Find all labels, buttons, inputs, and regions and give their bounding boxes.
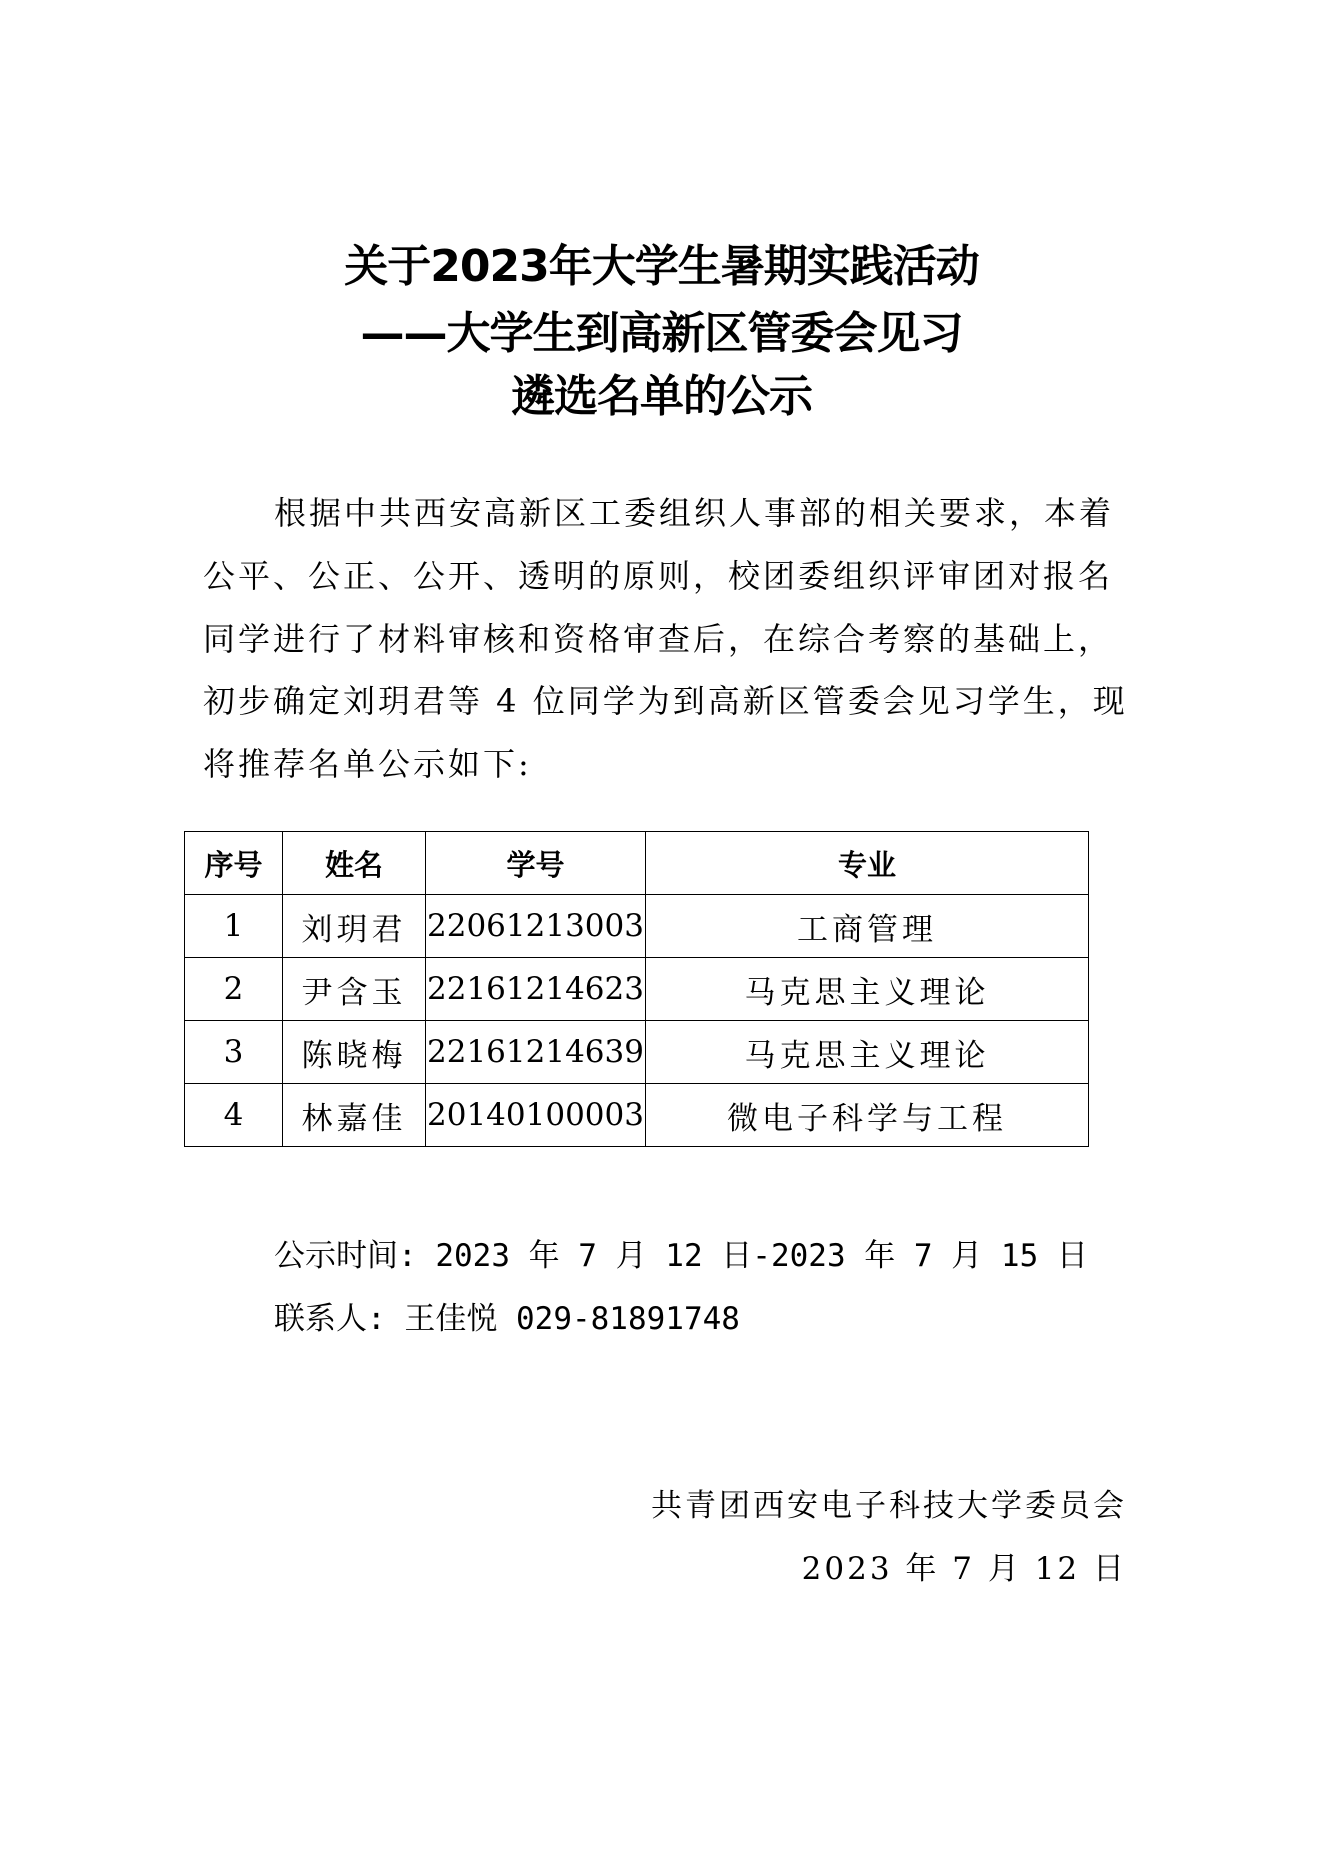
signature-organization: 共青团西安电子科技大学委员会 [651,1488,1127,1524]
student-table [184,831,1089,1147]
header-name: 姓名 [283,832,426,895]
cell-major: 工商管理 [646,895,1089,958]
cell-name: 林嘉佳 [283,1084,426,1147]
cell-name: 陈晓梅 [283,1021,426,1084]
cell-name: 尹含玉 [283,958,426,1021]
table-row [185,895,1089,958]
title-line-2: ——大学生到高新区管委会见习 [360,308,963,359]
cell-index: 3 [185,1021,283,1084]
cell-index: 2 [185,958,283,1021]
title-line-3: 遴选名单的公示 [511,371,812,422]
table-row [185,1084,1089,1147]
header-index: 序号 [185,832,283,895]
cell-index: 1 [185,895,283,958]
cell-index: 4 [185,1084,283,1147]
cell-major: 马克思主义理论 [646,1021,1089,1084]
body-line-1: 根据中共西安高新区工委组织人事部的相关要求，本着 [274,494,1115,532]
cell-student-id: 22161214623 [426,958,646,1021]
body-line-2: 公平、公正、公开、透明的原则，校团委组织评审团对报名 [203,557,1114,595]
cell-student-id: 22061213003 [426,895,646,958]
body-line-3: 同学进行了材料审核和资格审查后，在综合考察的基础上， [203,620,1114,658]
cell-student-id: 20140100003 [426,1084,646,1147]
body-line-5: 将推荐名单公示如下: [203,745,532,783]
table-header-row [185,832,1089,895]
table-row [185,958,1089,1021]
body-line-4: 初步确定刘玥君等 4 位同学为到高新区管委会见习学生，现 [203,682,1128,720]
cell-major: 微电子科学与工程 [646,1084,1089,1147]
contact-person: 联系人: 王佳悦 029-81891748 [274,1301,740,1337]
cell-student-id: 22161214639 [426,1021,646,1084]
cell-major: 马克思主义理论 [646,958,1089,1021]
signature-date: 2023 年 7 月 12 日 [801,1551,1127,1587]
cell-name: 刘玥君 [283,895,426,958]
title-line-1: 关于2023年大学生暑期实践活动 [344,241,979,292]
publicity-period: 公示时间: 2023 年 7 月 12 日-2023 年 7 月 15 日 [274,1238,1088,1274]
table-row [185,1021,1089,1084]
header-major: 专业 [646,832,1089,895]
header-student-id: 学号 [426,832,646,895]
